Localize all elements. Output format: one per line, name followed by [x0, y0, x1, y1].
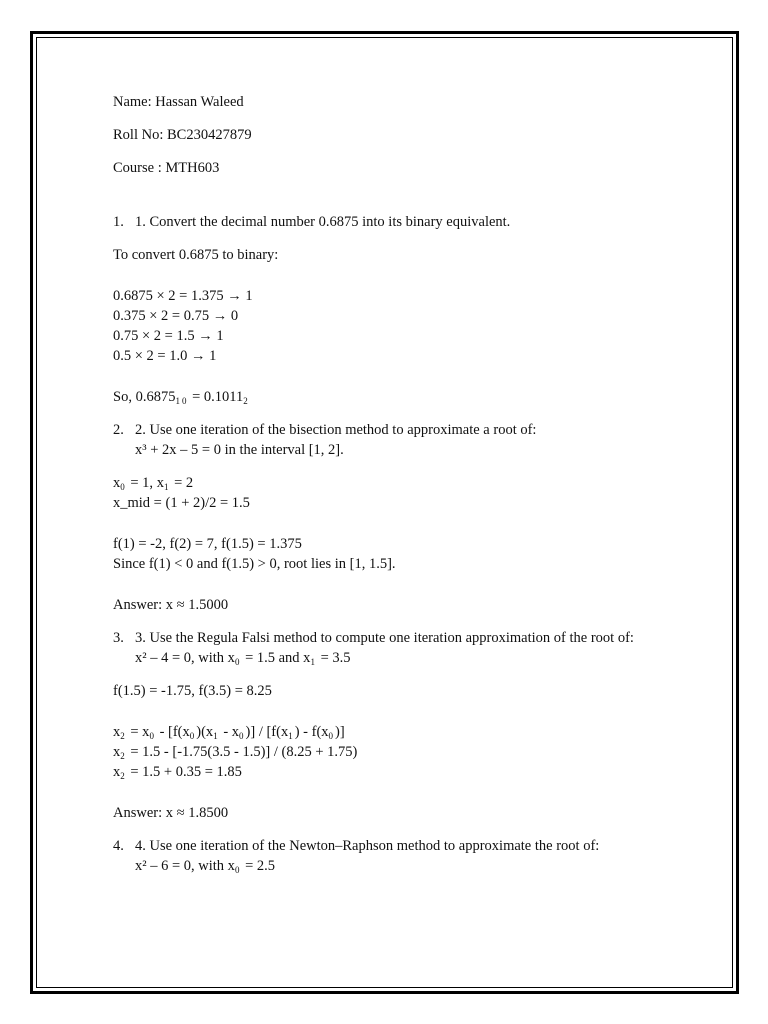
q1-step: 0.6875 × 2 = 1.375 → 1 — [113, 288, 253, 304]
question-text: 4. Use one iteration of the Newton–Raphson method to approximate the root of: — [135, 838, 600, 854]
roll-number: Roll No: BC230427879 — [113, 127, 252, 143]
student-name: Name: Hassan Waleed — [113, 94, 244, 110]
q1-step: 0.375 × 2 = 0.75 → 0 — [113, 308, 239, 324]
question-3 — [113, 628, 693, 668]
q2-conclusion: Since f(1) < 0 and f(1.5) > 0, root lies in [1, 1.5]. — [113, 556, 396, 572]
question-equation: x² – 6 = 0, with $x_0 = 2.5$ — [135, 858, 275, 875]
q2-answer: Answer: x ≈ 1.5000 — [113, 597, 229, 613]
question-1 — [113, 212, 693, 232]
q1-result: So, $0.6875_{10} = 0.1011_2$ — [113, 389, 250, 406]
question-text: 2. Use one iteration of the bisection method to approximate a root of: — [135, 422, 537, 438]
q3-calculation: $x_2 = 1.5 + 0.35 = 1.85$ — [113, 764, 242, 781]
question-text: 1. Convert the decimal number 0.6875 into its binary equivalent. — [135, 214, 511, 230]
q3-calculation: $x_2 = 1.5 - [-1.75(3.5 - 1.5)] / (8.25 + 1.75)$ — [113, 744, 358, 761]
q3-formula: $x_2 = x_0 - [f(x_0)(x_1 - x_0)] / [f(x_1) - f(x_0)]$ — [113, 724, 345, 741]
question-number: 4. — [113, 838, 124, 854]
question-number: 1. — [113, 214, 124, 230]
q3-function-values: f(1.5) = -1.75, f(3.5) = 8.25 — [113, 683, 272, 699]
question-4 — [113, 836, 693, 876]
q2-function-values: f(1) = -2, f(2) = 7, f(1.5) = 1.375 — [113, 536, 302, 552]
question-text: 3. Use the Regula Falsi method to compute one iteration approximation of the root of: — [135, 630, 634, 646]
q1-intro: To convert 0.6875 to binary: — [113, 247, 279, 263]
q1-step: 0.5 × 2 = 1.0 → 1 — [113, 348, 217, 364]
question-equation: x² – 4 = 0, with $x_0 = 1.5$ and $x_1 = 3.5$ — [135, 650, 351, 667]
question-2 — [113, 420, 693, 460]
document-body — [113, 92, 693, 876]
question-number: 2. — [113, 422, 124, 438]
q1-step: 0.75 × 2 = 1.5 → 1 — [113, 328, 224, 344]
question-equation: x³ + 2x – 5 = 0 in the interval [1, 2]. — [135, 442, 344, 458]
question-number: 3. — [113, 630, 124, 646]
q2-midpoint: x_mid = (1 + 2)/2 = 1.5 — [113, 495, 250, 511]
q3-answer: Answer: x ≈ 1.8500 — [113, 805, 229, 821]
q2-initial-values: $x_0 = 1$, $x_1 = 2$ — [113, 475, 194, 492]
course-code: Course : MTH603 — [113, 160, 220, 176]
